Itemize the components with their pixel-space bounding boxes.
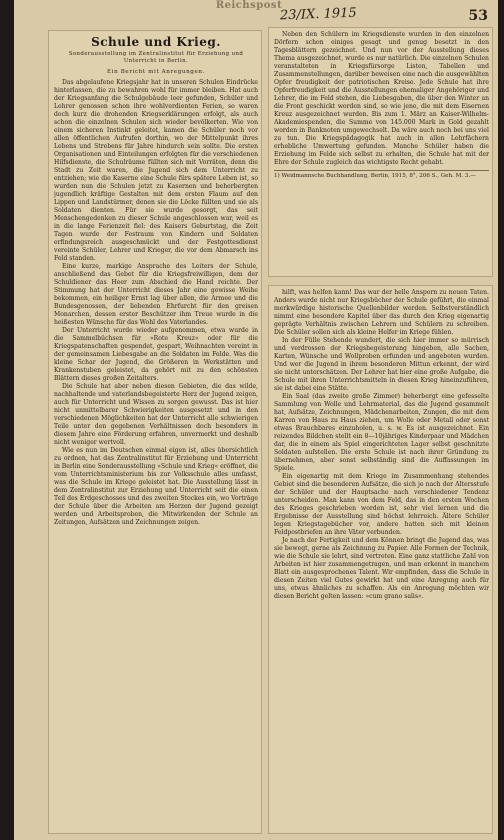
newspaper-masthead: Reichspost <box>215 0 283 11</box>
article-subtitle: Sonderausstellung im Zentralinstitut für Erziehung und Unterricht in Berlin. <box>68 51 244 64</box>
paragraph: Der Unterricht wurde wieder aufgenommen, etwa wurde in die Sammelbüchsen für »Rote Kreuz« oder für die Kriegspatenschaften gespendet, gespart, Weihnachten vereint in der gemeinsamen Liebesgabe an die Soldaten im Felde. Was die kleine Schar der Jugend, die Größeren in Werkstätten und Krankenstuben geleistet, da gehört mit zu den schönsten Blättern dieses großen Zeitalters. <box>54 327 258 382</box>
scan-edge-right <box>498 0 504 840</box>
paragraph: Ein eigenartig mit dem Kriege im Zusammenhang stehendes Gebiet sind die besonderen Aufsätze, die sich je nach der Altersstufe der Schüler und der Hauptsache nach verschiedener Tendenz unterscheiden. Man kann von dem Feld, das in den ersten Wochen des Krieges geschrieben worden ist, sehr viel lernen und die Ergebnisse der Ausstellung sind höchst lehrreich. Ältere Schüler legen Kriegstagebücher vor, andere hatten sich mit kleinen Feldpostbriefen an ihre Väter verbunden. <box>274 473 489 536</box>
paragraph: Die Schule hat aber neben diesen Gebieten, die das wilde, nachhaltende und vaterlandsbegeisterte Herz der Jugend zeigen, auch für Unterricht und Wissen zu sorgen gewusst. Das ist hier nicht unmittelbarer Schwierigkeiten ausgesetzt und in den verschiedenen Möglichkeiten hat der Unterricht alle schwierigen Teile unter den gegebenen Verhältnissen doch besonders in diesem Jahre eine Förderung erfahren, unvermerkt und deshalb nicht weniger wertvoll. <box>54 383 258 446</box>
paragraph: hilft, was helfen kann! Das war der helle Ansporn zu neuen Taten. Anders wurde nicht nur Kriegsbücher der Schule geführt, die einmal merkwürdige historische Quellenbilder werden. Selbstverständlich nimmt eine besondere Kapitel über das durch den Krieg eigenartig geprägte Verhältnis zwischen Lehrern und Schülern zu schreiben. Die Schüler sollen sich als kleine Helfer im Kriege fühlen. <box>274 289 489 336</box>
paragraph: Je nach der Fertigkeit und dem Können bringt die Jugend das, was sie bewegt, gerne als Zeichnung zu Papier. Alle Formen der Technik, wie die Schule sie lehrt, sind vertreten. Eine ganz stattliche Zahl von Arbeiten ist hier zusammengetragen, und man erkennt in manchem Blatt ein ausgesprochenes Talent. Wir empfinden, dass die Schule in diesen Zeiten viel Gutes gewirkt hat und eine Anregung auch für uns, etwas ähnliches zu schaffen. Als ein Anregung möchten wir diesen Bericht gelten lassen: »cum grano salis«. <box>274 537 489 600</box>
clipping-right-bottom <box>268 285 493 834</box>
right-top-text <box>274 31 489 273</box>
clipping-right-top <box>268 27 493 277</box>
paragraph: Das abgelaufene Kriegsjahr hat in unseren Schulen Eindrücke hinterlassen, die zu bewahren wohl für immer bleiben. Hat auch der Kriegsanfang die Schulgebäude leer gefunden, Schüler und Lehrer genossen schon ihre wohlverdienten Ferien, so waren doch kurz die drohenden Kriegserklärungen erfolgt, als auch schon die einzelnen Schulen sich wieder bevölkerten. Wie von einem sicheren Instinkt geleitet, kamen die Schüler noch vor allen öffentlichen Aufrufen dorthin, wo der Mittelpunkt ihres Lebens und Strebens für Jahre hindurch sein sollte. Die ersten Organisationen und Einteilungen erfolgten für die verschiedenen Hilfsdienste, die Schulräume füllten sich mit Vorräten, denn die Stadt zu Zeit waren, die Jugend sich dem Unterricht zu entziehen; wie die Kaserne eine Schule fürs spätere Leben ist, so wurden nun die Schulen jetzt zu Kasernen und beherbergten jugendlich kräftige Gestalten mit dem ersten Flaum auf den Lippen und Landstürmer, denen sie die Löcke füllten und sie als Soldaten dienten. Für sie wurde gesorgt, das seit Menschengedenken zu dieser Schule angeschlossen war, weil es in die lange Ferienzeit fiel: des Kaisers Geburtstag, die Zeit Tagen wurde der Festraum von Kindern und Soldaten erfindungsreich ausgeschmückt und der Festgottesdienst vereinte Schüler, Lehrer und Krieger, die vor dem Abmarsch ins Feld standen. <box>54 79 258 262</box>
article-title: Schule und Krieg. <box>91 35 221 49</box>
paragraph: In der Fülle Stehende wundert, die sich hier immer so mürrisch und verdrossen der Kriegsbegeisterung hingeben, alle Sachen, Karten, Wünsche und Wollproben erfunden und angeboten wurden. Und wer die Jugend in ihrem besonderen Mittun erkennt, der wird sie nicht unterschätzen. Der Lehrer hat hier eine große Aufgabe, die Schule mit ihren Unterrichtsmitteln in diesen Krieg hineinzuführen, sie ist dabei eine Stätte. <box>274 337 489 392</box>
paragraph: Eine kurze, markige Ansprache des Leiters der Schule, anschließend das Gebet für die Kriegsfreiwilligen, dem der Schuldiener das Heer zum Abschied die Hand reichte. Der Stimmung hat der Unterricht dieses Jahr eine gewisse Weihe bekommen, ein heiliger Ernst lag über allen, die Armee und die Bundesgenossen, der liebenden Ehrfurcht für den greisen Monarchen, dessen erster Beschützer ihm Treue wurde in die heißesten Wünsche für das Wohl des Vaterlandes. <box>54 263 258 326</box>
clipping-left-column <box>48 30 262 834</box>
left-column-text <box>54 34 258 830</box>
scan-edge-left <box>0 0 14 840</box>
right-bottom-text <box>274 289 489 830</box>
footnote: 1) Weidmannsche Buchhandlung, Berlin, 1915, 8°, 206 S., Geh. M. 3.— <box>274 170 489 180</box>
handwritten-date: 23/IX. 1915 <box>279 5 357 24</box>
paragraph: Wie es nun im Deutschen einmal eigen ist, alles übersichtlich zu ordnen, hat das Zentralinstitut für Erziehung und Unterricht in Berlin eine Sonderausstellung »Schule und Krieg« eröffnet, die vom Unterrichtsministerium bis zur Volksschule alles umfasst, was die Schule im Kriege geleistet hat. Die Ausstellung lässt in dem Zentralinstitut zur Erziehung und Unterricht seit die einen Teil des Erdgeschosses und des zweiten Stockes ein, wo Vorträge der Schule über die Arbeiten am Herzen der Jugend gezeigt werden und Arbeitsproben, die Mitwirkenden der Schule an Zeitungen, Aufsätzen und Zeichnungen zeigen. <box>54 447 258 526</box>
paragraph: Ein Saal (das zweite große Zimmer) beherbergt eine gefesselte Sammlung von Wolle und Lehrmaterial, das die Jugend gesammelt hat, Aufsätze, Zeichnungen, Mädchenarbeiten, Zungen, die mit dem Karren von Haus zu Haus ziehen, um Wolle oder Metall oder sonst etwas Brauchbares einzuholen, u. s. w. Es ist ausgezeichnet. Ein reizendes Bildchen stellt ein 8—10jähriges Kinderpaar und Mädchen dar, die in einem als Spiel eingerichteten Lager selbst geschnitzte Soldaten aufstellen. Die erste Schule ist nach ihrer Gründung zu übernehmen, aber sonst selbständig sind die Auffassungen im Spiele. <box>274 393 489 472</box>
article-byline: Ein Bericht mit Anregungen. <box>107 69 205 75</box>
page-number: 53 <box>468 8 488 24</box>
paragraph: Neben den Schülern im Kriegsdienste wurden in den einzelnen Dörfern schon einiges gesagt und genug besetzt in den Tagesblättern gezeichnet. Und nun vor der Ausstellung dieses Thema ausgezeichnet, wurde es nur natürlich. Die einzelnen Schulen veranstalteten in Kriegsfürsorge Listen, Tabellen und Zusammenstellungen, darüber beweisen eine nach die ausgewählten Opfer freudigkeit der patriotischen Kreise. Jede Schule hat ihre Opferfreudigkeit und die Ausstellungen ehemaliger Angehöriger und Lehrer, die im Feld stehen, die Liebesgaben, die über den Winter an die Front geschickt worden sind, so wie jene, die mit dem Eisernen Kreuz ausgezeichnet wurden. Bis zum 1. März an Kaiser-Wilhelm-Akademiespenden, die Summe von 145.000 Mark in Gold gezahlt worden in Banknoten umgewechselt. Da wäre auch noch bei uns viel zu tun. Die Kriegspädagogik hat auch in allen Lehrfächern erhebliche Umwertung gefunden. Manche Schüler haben die Erziehung im Felde sich selbst zu erhalten, die Schule hat mit der Ehre der Schule zugleich das wichtigste Recht gehabt. <box>274 31 489 166</box>
